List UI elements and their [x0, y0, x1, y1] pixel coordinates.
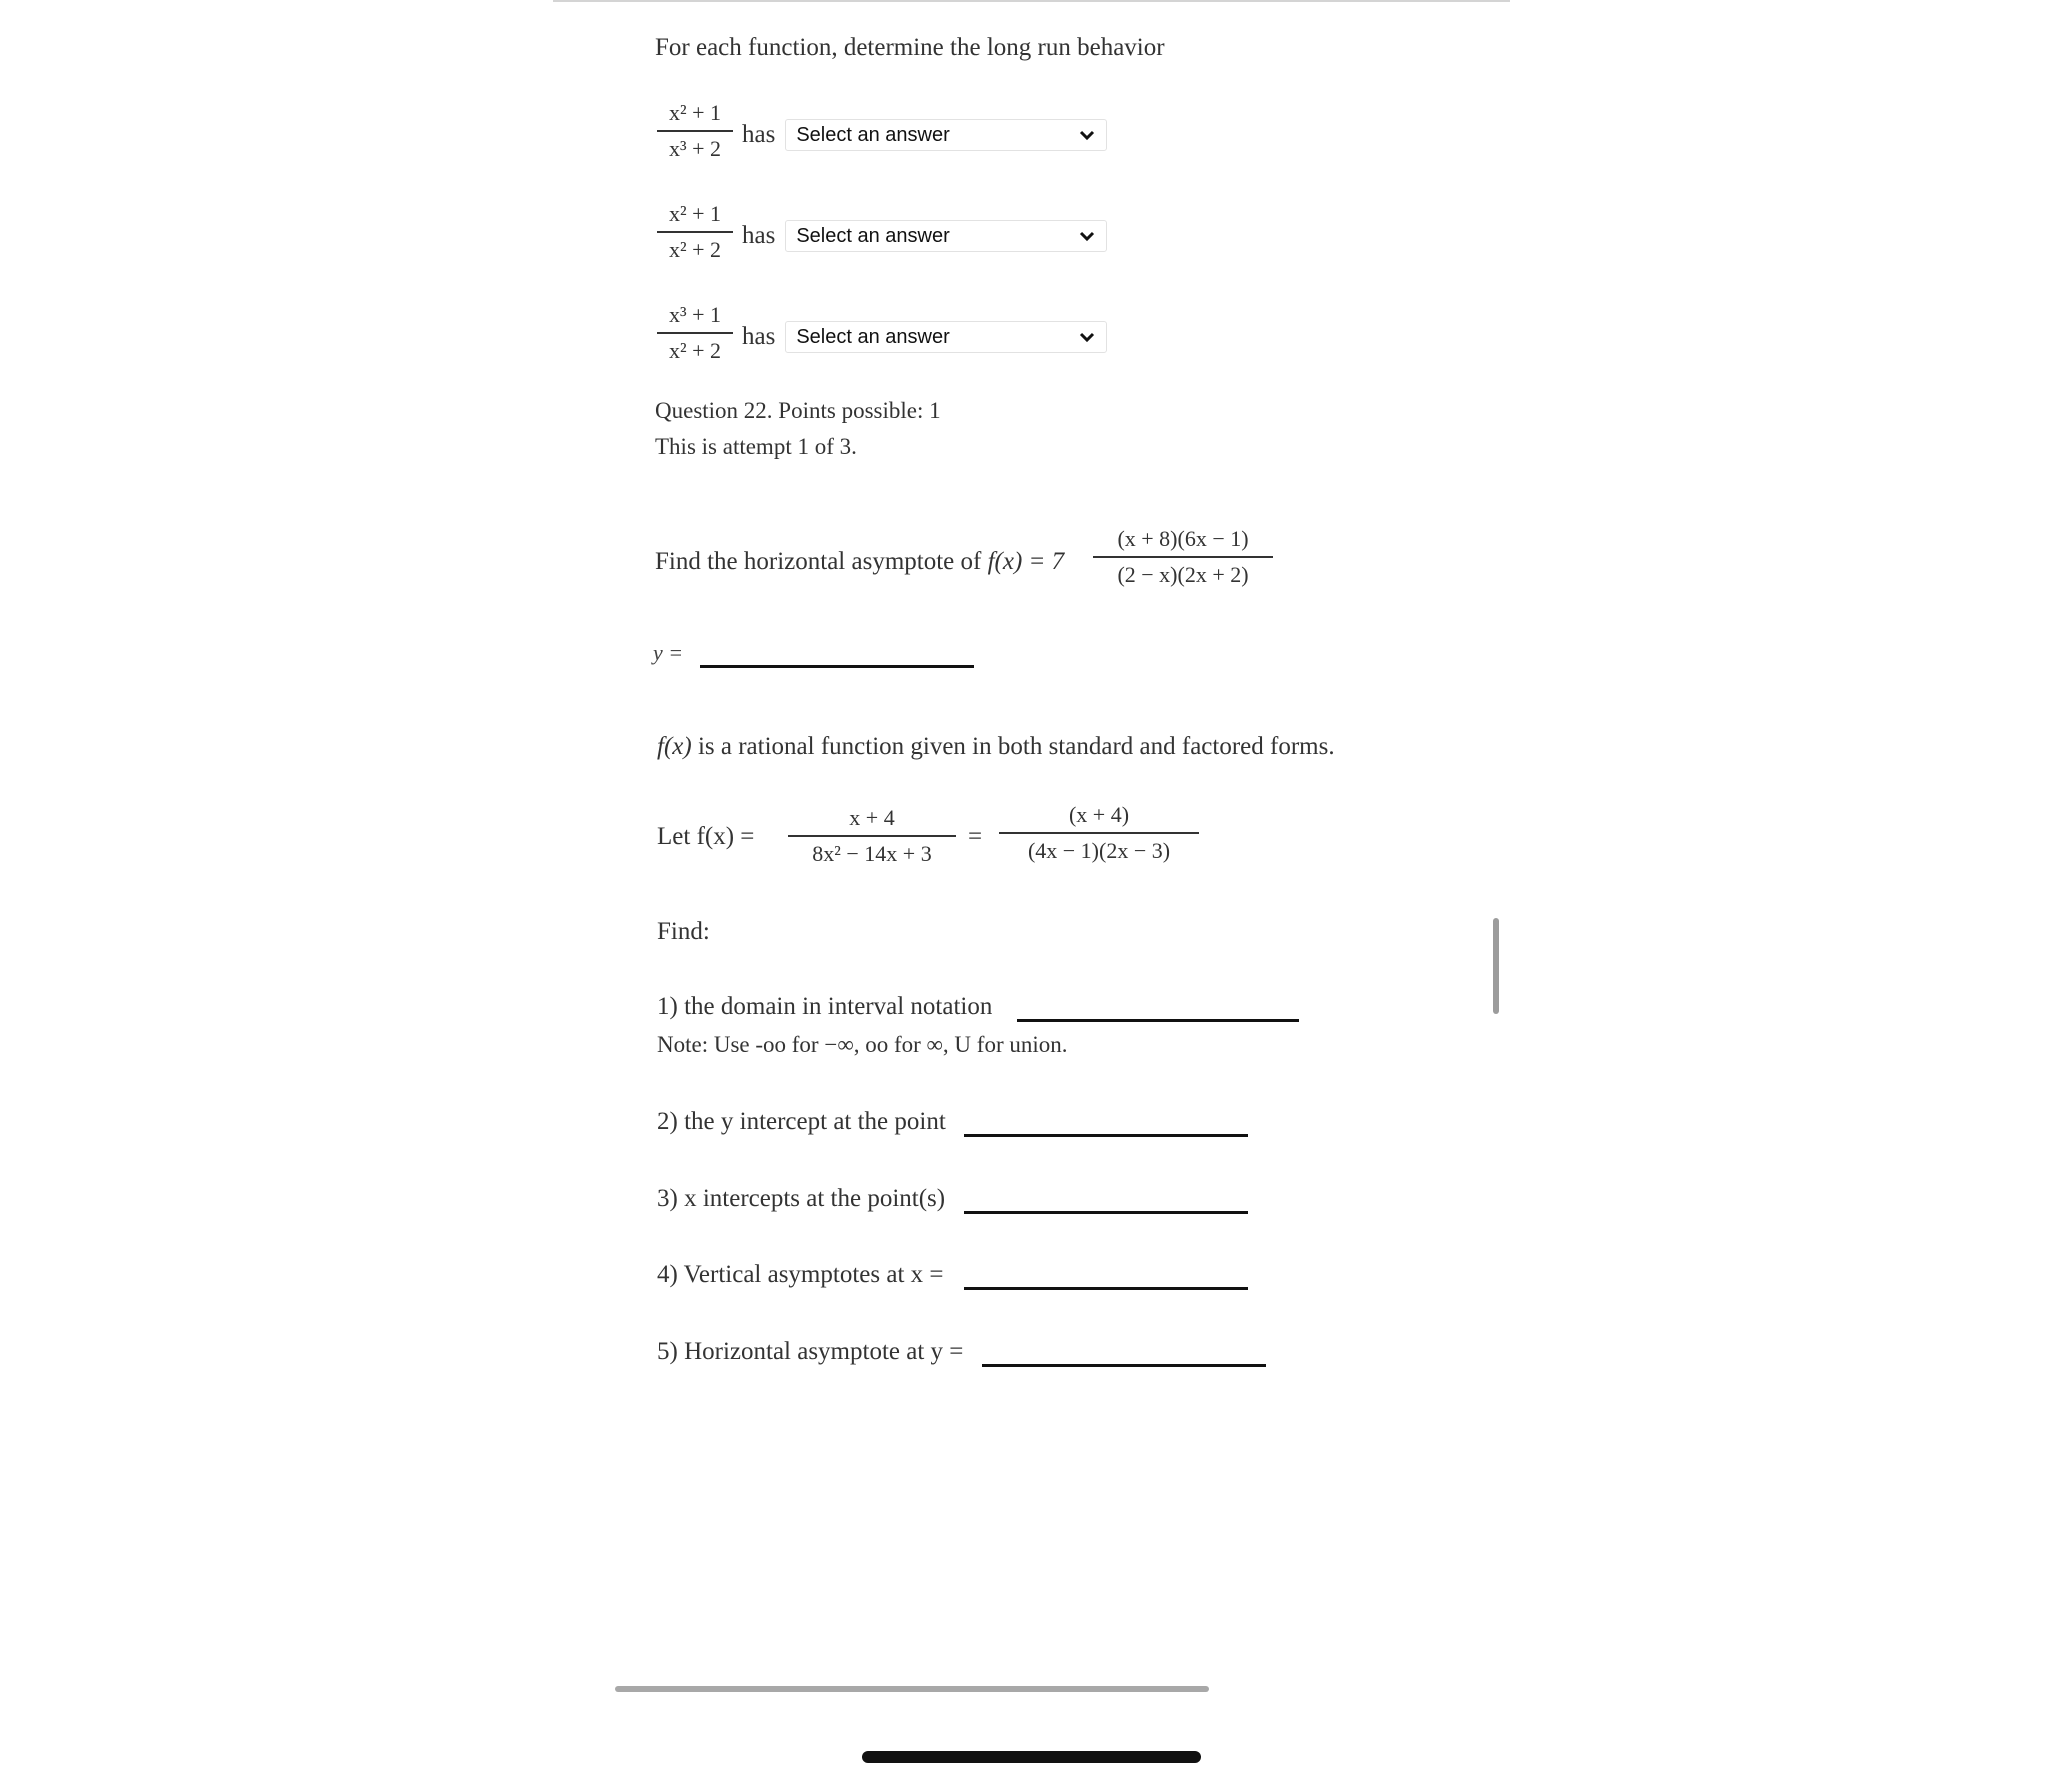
standard-numerator: x + 4	[849, 805, 895, 830]
x-intercepts-input[interactable]	[964, 1211, 1248, 1214]
fraction-2-numerator: x² + 1	[668, 201, 721, 226]
attempt-info: This is attempt 1 of 3.	[655, 434, 857, 459]
question-header: Question 22. Points possible: 1	[655, 398, 941, 423]
row-2	[742, 220, 1107, 252]
function-name: f(x)	[657, 733, 692, 760]
has-label: has	[742, 121, 776, 148]
row-1	[742, 119, 1107, 151]
x-intercepts-label: 3) x intercepts at the point(s)	[657, 1185, 946, 1212]
fraction-bar	[999, 832, 1199, 834]
y-intercept-input[interactable]	[964, 1134, 1248, 1137]
fraction-bar	[1093, 556, 1273, 558]
select-value: Select an answer	[796, 325, 950, 348]
answer-select-1[interactable]	[785, 119, 1107, 151]
has-label: has	[742, 222, 776, 249]
vertical-asymptotes-input[interactable]	[964, 1287, 1248, 1290]
domain-label: 1) the domain in interval notation	[657, 993, 993, 1020]
horizontal-scrollbar[interactable]	[615, 1686, 1209, 1692]
fraction-3	[657, 302, 733, 364]
fraction-3-denominator: x² + 2	[668, 338, 721, 363]
fraction-2	[657, 201, 733, 263]
horizontal-asymptote-label: 5) Horizontal asymptote at y =	[657, 1338, 964, 1365]
standard-form-fraction	[788, 805, 956, 867]
y-intercept-label: 2) the y intercept at the point	[657, 1108, 946, 1135]
fraction-2-denominator: x² + 2	[668, 237, 721, 262]
asymptote-prompt	[655, 548, 1064, 576]
y-answer-input[interactable]	[700, 665, 974, 668]
long-run-prompt: For each function, determine the long run behavior	[655, 34, 1165, 61]
vertical-scrollbar[interactable]	[1493, 918, 1499, 1014]
standard-denominator: 8x² − 14x + 3	[812, 841, 932, 866]
asymptote-fraction	[1093, 526, 1273, 588]
fraction-1	[657, 100, 733, 162]
rational-intro	[657, 733, 1335, 761]
select-value: Select an answer	[796, 123, 950, 146]
equals-sign: =	[968, 823, 983, 850]
prompt-text: Find the horizontal asymptote of	[655, 548, 982, 575]
home-indicator[interactable]	[862, 1751, 1201, 1763]
answer-select-3[interactable]	[785, 321, 1107, 353]
fraction-bar	[657, 332, 733, 334]
fraction-bar	[657, 231, 733, 233]
asymptote-numerator: (x + 8)(6x − 1)	[1117, 526, 1249, 551]
domain-note: Note: Use -oo for −∞, oo for ∞, U for union.	[657, 1032, 1068, 1057]
let-label: Let f(x) =	[657, 823, 755, 850]
horizontal-asymptote-input[interactable]	[982, 1364, 1266, 1367]
chevron-down-icon	[1078, 126, 1096, 144]
row-3	[742, 321, 1107, 353]
fraction-3-numerator: x³ + 1	[668, 302, 721, 327]
factored-numerator: (x + 4)	[1068, 802, 1130, 827]
factored-denominator: (4x − 1)(2x − 3)	[1027, 838, 1171, 863]
fraction-1-denominator: x³ + 2	[668, 136, 721, 161]
fraction-bar	[657, 130, 733, 132]
chevron-down-icon	[1078, 328, 1096, 346]
has-label: has	[742, 323, 776, 350]
find-label: Find:	[657, 918, 710, 945]
factored-form-fraction	[999, 802, 1199, 864]
fraction-bar	[788, 835, 956, 837]
y-answer-label: y =	[653, 640, 684, 665]
function-lhs: f(x) = 7	[987, 548, 1065, 575]
fraction-1-numerator: x² + 1	[668, 100, 721, 125]
intro-text: is a rational function given in both standard and factored forms.	[697, 733, 1335, 760]
domain-input[interactable]	[1017, 1019, 1299, 1022]
top-divider	[553, 0, 1510, 2]
select-value: Select an answer	[796, 224, 950, 247]
chevron-down-icon	[1078, 227, 1096, 245]
vertical-asymptotes-label: 4) Vertical asymptotes at x =	[657, 1261, 944, 1288]
answer-select-2[interactable]	[785, 220, 1107, 252]
asymptote-denominator: (2 − x)(2x + 2)	[1117, 562, 1249, 587]
